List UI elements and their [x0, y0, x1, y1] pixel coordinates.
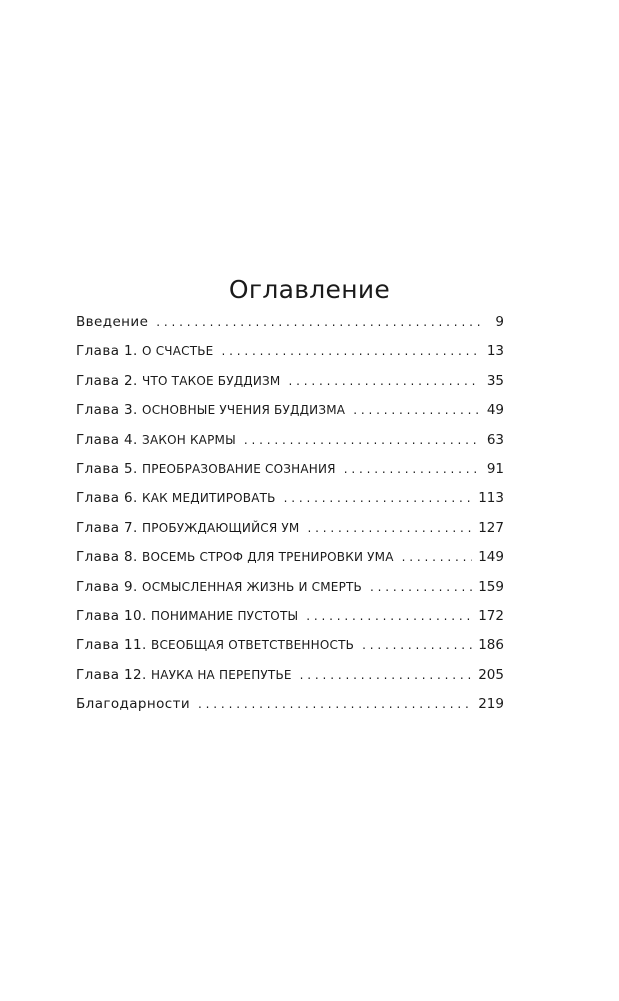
toc-entry-prefix: Глава 4. — [76, 431, 138, 448]
toc-entry-title: ОСМЫСЛЕННАЯ ЖИЗНЬ И СМЕРТЬ — [142, 579, 362, 594]
toc-entry[interactable] — [76, 549, 504, 578]
dot-leader — [353, 403, 480, 417]
toc-entry-title: О СЧАСТЬЕ — [142, 344, 214, 359]
toc-entry-label — [76, 461, 336, 477]
dot-leader — [288, 374, 480, 388]
toc-entry-prefix: Глава 10. — [76, 607, 147, 624]
toc-entry-page: 49 — [486, 402, 504, 419]
toc-entry[interactable] — [76, 637, 504, 666]
toc-entry-page: 35 — [486, 372, 504, 389]
toc-entry-label — [76, 608, 298, 624]
toc-entry-page: 127 — [478, 519, 504, 536]
toc-entry-page: 149 — [478, 549, 504, 566]
toc-entry-prefix: Глава 9. — [76, 578, 138, 595]
toc-entry-title: ВОСЕМЬ СТРОФ ДЛЯ ТРЕНИРОВКИ УМА — [142, 550, 394, 565]
toc-entry-page: 113 — [478, 490, 504, 507]
dot-leader — [344, 462, 480, 476]
toc-entry-label — [76, 667, 292, 683]
toc-entry-title: ПРЕОБРАЗОВАНИЕ СОЗНАНИЯ — [142, 461, 336, 476]
toc-entry-title: ПРОБУЖДАЮЩИЙСЯ УМ — [142, 520, 300, 535]
toc-entry-label — [76, 549, 394, 565]
table-of-contents — [76, 314, 504, 725]
toc-entry[interactable] — [76, 520, 504, 549]
toc-entry-prefix: Благодарности — [76, 696, 191, 713]
toc-entry[interactable] — [76, 696, 504, 725]
dot-leader — [306, 609, 472, 623]
toc-entry-page: 186 — [478, 637, 504, 654]
toc-entry-title: НАУКА НА ПЕРЕПУТЬЕ — [151, 667, 292, 682]
toc-entry[interactable] — [76, 667, 504, 696]
dot-leader — [284, 491, 473, 505]
toc-entry-label — [76, 343, 213, 359]
dot-leader — [300, 668, 473, 682]
toc-entry-prefix: Глава 5. — [76, 460, 138, 477]
toc-entry-prefix: Глава 1. — [76, 343, 138, 360]
dot-leader — [156, 315, 480, 329]
toc-entry-page: 205 — [478, 666, 504, 683]
toc-entry-page: 9 — [495, 314, 504, 330]
toc-entry[interactable] — [76, 343, 504, 372]
toc-entry-label — [76, 490, 276, 506]
toc-entry[interactable] — [76, 490, 504, 519]
toc-entry-label — [76, 314, 148, 330]
toc-entry-prefix: Глава 2. — [76, 372, 138, 389]
toc-entry-label — [76, 579, 362, 595]
toc-entry-prefix: Глава 7. — [76, 519, 138, 536]
toc-entry[interactable] — [76, 461, 504, 490]
toc-entry-prefix: Глава 6. — [76, 490, 138, 507]
toc-entry[interactable] — [76, 579, 504, 608]
dot-leader — [221, 344, 480, 358]
toc-entry[interactable] — [76, 432, 504, 461]
toc-entry-title: ВСЕОБЩАЯ ОТВЕТСТВЕННОСТЬ — [151, 638, 355, 653]
dot-leader — [362, 638, 472, 652]
toc-entry[interactable] — [76, 608, 504, 637]
toc-entry-label — [76, 373, 280, 389]
toc-entry-title: ПОНИМАНИЕ ПУСТОТЫ — [151, 608, 299, 623]
toc-entry-prefix: Глава 3. — [76, 402, 138, 419]
page-title: Оглавление — [228, 274, 391, 304]
toc-entry-page: 63 — [486, 431, 504, 448]
toc-entry-prefix: Введение — [76, 314, 149, 330]
toc-entry-prefix: Глава 11. — [76, 637, 147, 654]
toc-entry-page: 159 — [478, 578, 504, 595]
toc-entry-title: ОСНОВНЫЕ УЧЕНИЯ БУДДИЗМА — [142, 403, 346, 418]
toc-entry[interactable] — [76, 373, 504, 402]
dot-leader — [307, 521, 472, 535]
dot-leader — [244, 433, 480, 447]
toc-entry-prefix: Глава 8. — [76, 549, 138, 566]
toc-entry-label — [76, 520, 299, 536]
dot-leader — [370, 580, 472, 594]
toc-entry[interactable] — [76, 402, 504, 431]
toc-entry-label — [76, 432, 236, 448]
toc-entry-label — [76, 402, 345, 418]
toc-entry-page: 91 — [486, 460, 504, 477]
toc-entry-title: ЗАКОН КАРМЫ — [142, 432, 236, 447]
toc-entry-label — [76, 637, 354, 653]
toc-entry-page: 219 — [478, 696, 504, 713]
dot-leader — [198, 697, 472, 711]
toc-entry-title: КАК МЕДИТИРОВАТЬ — [142, 491, 276, 506]
toc-entry-page: 13 — [486, 343, 504, 360]
toc-entry-prefix: Глава 12. — [76, 666, 147, 683]
toc-entry-title: ЧТО ТАКОЕ БУДДИЗМ — [142, 373, 281, 388]
toc-entry[interactable] — [76, 314, 504, 343]
toc-entry-page: 172 — [478, 607, 504, 624]
dot-leader — [402, 550, 473, 564]
toc-entry-label — [76, 696, 190, 712]
